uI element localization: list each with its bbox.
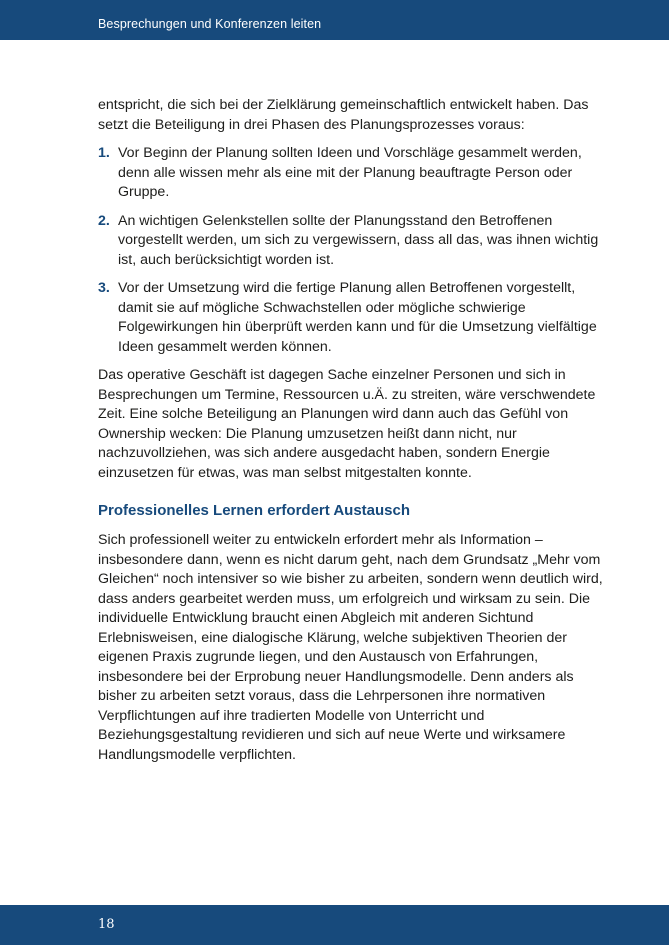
list-item-text: Vor Beginn der Planung sollten Ideen und Vorschläge gesammelt werden, denn alle wissen mehr als eine mit der Planung beauftragte Person oder Gruppe.	[118, 145, 582, 200]
list-number: 3.	[98, 280, 110, 296]
section-heading: Professionelles Lernen erfordert Austausch	[98, 502, 411, 519]
list-number: 1.	[98, 145, 110, 161]
list-item	[98, 212, 608, 271]
operative-business-paragraph: Das operative Geschäft ist dagegen Sache einzelner Personen und sich in Besprechungen um Termine, Ressourcen u.Ä. zu streiten, wäre verschwendete Zeit. Eine solche Beteiligung an Planungen wird dann auch das Gefühl von Ownership wecken: Die Planung umzusetzen heißt dann nicht, nur nachzuvollziehen, was sich andere ausgedacht haben, sondern Energie einzusetzen für etwas, was man selbst mitgestalten konnte.	[98, 367, 596, 481]
numbered-list	[98, 144, 608, 357]
list-item	[98, 279, 608, 357]
intro-paragraph: entspricht, die sich bei der Zielklärung gemeinschaftlich entwickelt haben. Das setzt die Beteiligung in drei Phasen des Planungsprozesses voraus:	[98, 97, 589, 133]
professional-learning-paragraph: Sich professionell weiter zu entwickeln erfordert mehr als Information – insbesondere dann, wenn es nicht darum geht, nach dem Grundsatz „Mehr vom Gleichen“ noch intensiver so wie bisher zu arbeiten, sondern wenn deutlich wird, dass anders gearbeitet werden muss, um erfolgreich und wirksam zu sein. Die individuelle Entwicklung braucht einen Abgleich mit anderen Sichtund Erlebnisweisen, eine dialogische Klärung, welche subjektiven Theorien der eigenen Praxis zugrunde liegen, und den Austausch von Erfahrungen, insbesondere bei der Erprobung neuer Handlungsmodelle. Denn anders als bisher zu arbeiten setzt voraus, dass die Lehrpersonen ihre normativen Verpflichtungen auf ihre tradierten Modelle von Unterricht und Beziehungsgestaltung revidieren und sich auf neue Werte und wirksamere Handlungsmodelle verpflichten.	[98, 532, 603, 763]
list-item-text: Vor der Umsetzung wird die fertige Planung allen Betroffenen vorgestellt, damit sie auf mögliche Schwachstellen oder mögliche schwierige Folgewirkungen hin überprüft werden kann und für die Umsetzung vielfältige Ideen gesammelt werden können.	[118, 280, 597, 355]
header-bar	[0, 0, 669, 40]
page-content	[98, 96, 608, 765]
footer-bar	[0, 905, 669, 945]
running-header-title: Besprechungen und Konferenzen leiten	[98, 17, 322, 31]
list-item	[98, 144, 608, 203]
list-item-text: An wichtigen Gelenkstellen sollte der Planungsstand den Betroffenen vorgestellt werden, um sich zu vergewissern, dass all das, was ihnen wichtig ist, auch berücksichtigt worden ist.	[118, 212, 599, 268]
page-number: 18	[98, 917, 115, 932]
list-number: 2.	[98, 212, 110, 229]
